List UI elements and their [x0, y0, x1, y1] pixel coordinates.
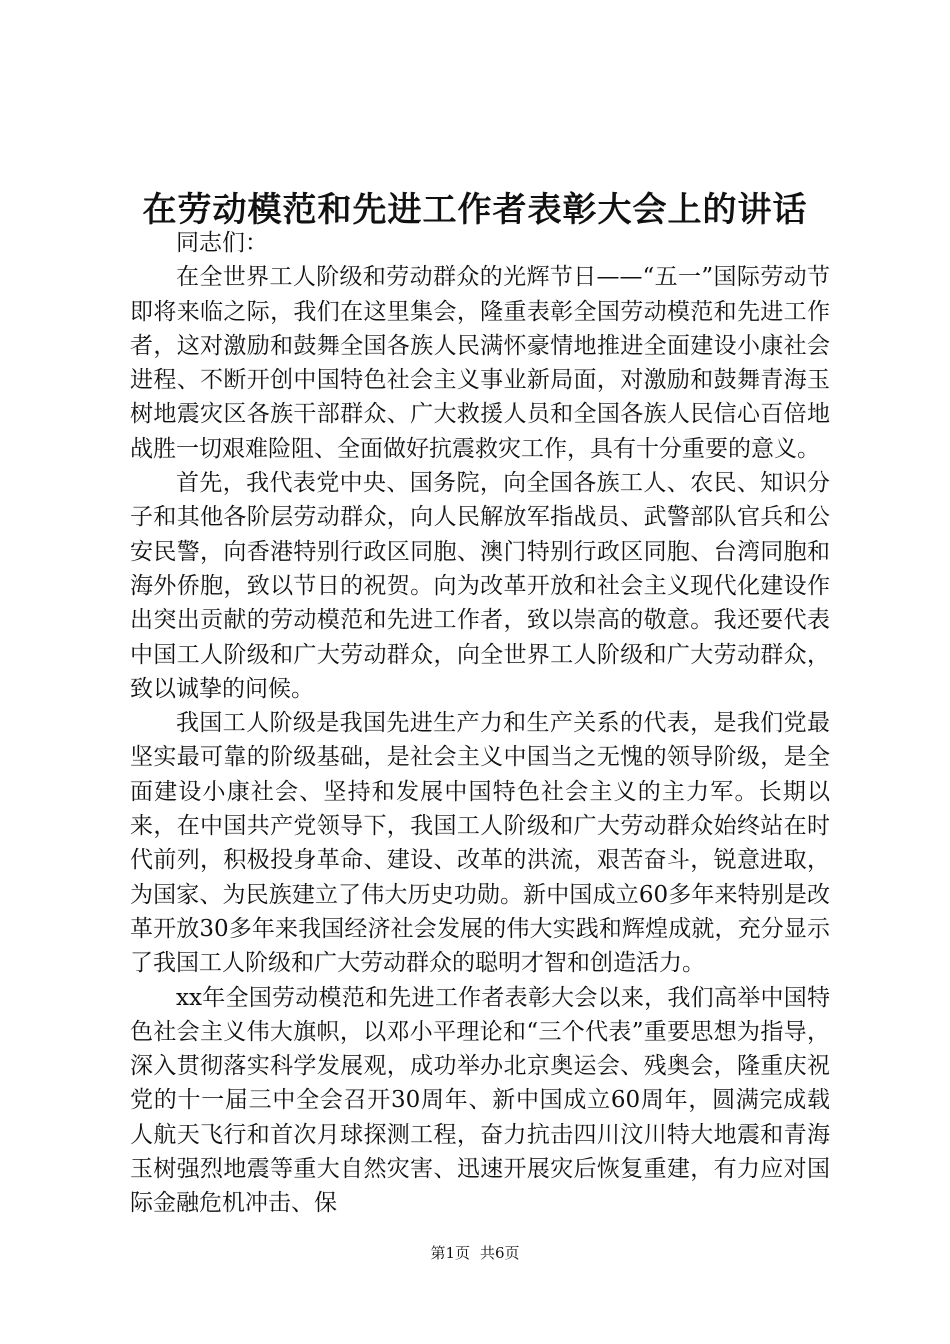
- paragraph: 首先，我代表党中央、国务院，向全国各族工人、农民、知识分子和其他各阶层劳动群众，向人民解放军指战员、武警部队官兵和公安民警，向香港特别行政区同胞、澳门特别行政区同胞、台湾同胞和海外侨胞，致以节日的祝贺。向为改革开放和社会主义现代化建设作出突出贡献的劳动模范和先进工作者，致以崇高的敬意。我还要代表中国工人阶级和广大劳动群众，向全世界工人阶级和广大劳动群众，致以诚挚的问候。: [130, 470, 830, 702]
- page-footer: [0, 1243, 950, 1263]
- paragraph: xx年全国劳动模范和先进工作者表彰大会以来，我们高举中国特色社会主义伟大旗帜，以邓小平理论和“三个代表”重要思想为指导，深入贯彻落实科学发展观，成功举办北京奥运会、残奥会，隆重庆祝党的十一届三中全会召开30周年、新中国成立60周年，圆满完成载人航天飞行和首次月球探测工程，奋力抗击四川汶川特大地震和青海玉树强烈地震等重大自然灾害、迅速开展灾后恢复重建，有力应对国际金融危机冲击、保: [130, 984, 830, 1217]
- document-body: [130, 226, 830, 1221]
- salutation: 同志们：: [176, 230, 268, 256]
- paragraph: 我国工人阶级是我国先进生产力和生产关系的代表，是我们党最坚实最可靠的阶级基础，是社会主义中国当之无愧的领导阶级，是全面建设小康社会、坚持和发展中国特色社会主义的主力军。长期以来，在中国共产党领导下，我国工人阶级和广大劳动群众始终站在时代前列，积极投身革命、建设、改革的洪流，艰苦奋斗，锐意进取，为国家、为民族建立了伟大历史功勋。新中国成立60多年来特别是改革开放30多年来我国经济社会发展的伟大实践和辉煌成就，充分显示了我国工人阶级和广大劳动群众的聪明才智和创造活力。: [130, 710, 830, 977]
- document-title: 在劳动模范和先进工作者表彰大会上的讲话: [142, 190, 808, 230]
- page-total: 共6页: [480, 1244, 520, 1262]
- paragraph: 在全世界工人阶级和劳动群众的光辉节日——“五一”国际劳动节即将来临之际，我们在这里集会，隆重表彰全国劳动模范和先进工作者，这对激励和鼓舞全国各族人民满怀豪情地推进全面建设小康社会进程、不断开创中国特色社会主义事业新局面，对激励和鼓舞青海玉树地震灾区各族干部群众、广大救援人员和全国各族人民信心百倍地战胜一切艰难险阻、全面做好抗震救灾工作，具有十分重要的意义。: [130, 264, 830, 462]
- page-number: 第1页: [430, 1244, 470, 1262]
